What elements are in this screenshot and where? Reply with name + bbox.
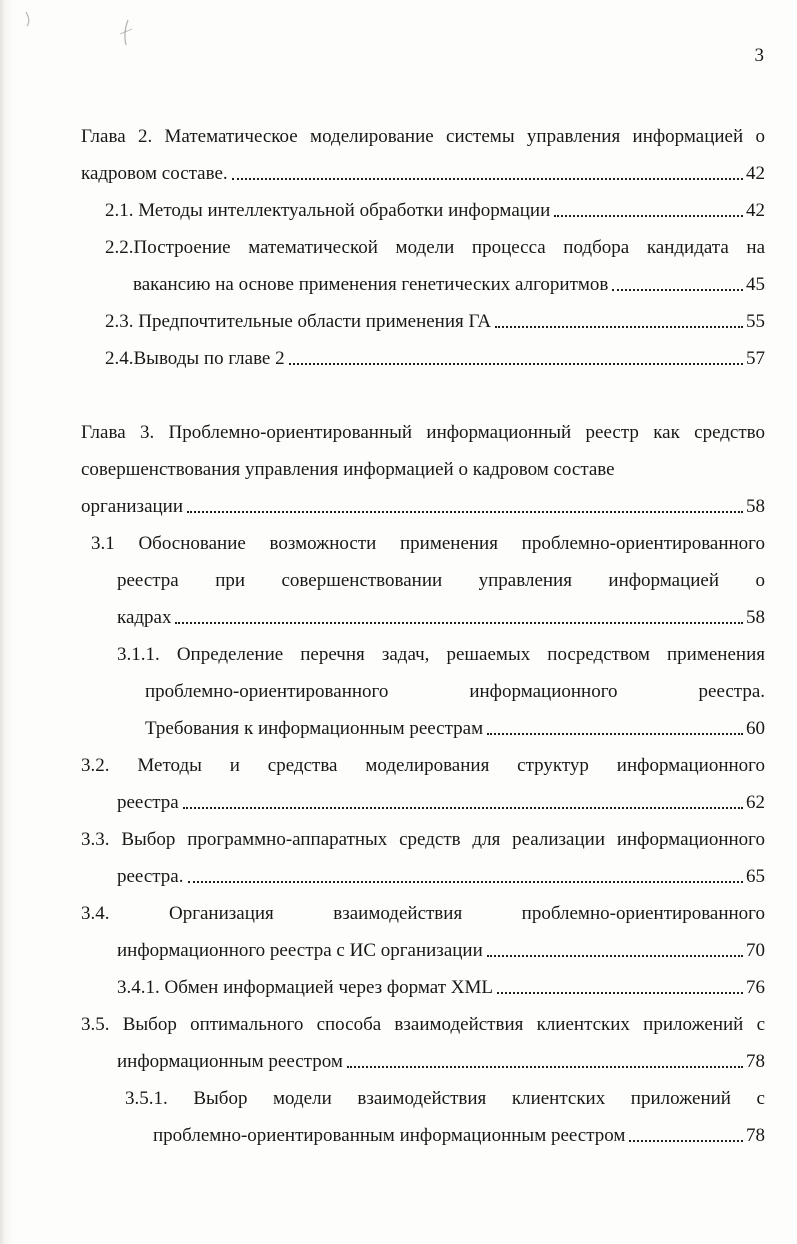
toc-entry-page: 62	[746, 792, 765, 813]
toc-entry-section-2-4	[81, 340, 765, 377]
dot-leader	[171, 599, 746, 636]
toc-line	[81, 599, 765, 636]
toc-entry-page: 42	[746, 163, 765, 184]
toc-line	[81, 1117, 765, 1154]
toc-entry-label: информационным реестром	[117, 1051, 343, 1072]
toc-entry-page: 42	[746, 200, 765, 221]
toc-entry-label: кадрах	[117, 607, 172, 628]
toc-entry-label: организации	[81, 496, 184, 517]
toc-entry-page: 70	[746, 940, 765, 961]
toc-entry-text: 2.2.Построение математической модели процесса подбора кандидата на	[105, 237, 765, 258]
toc-entry-chapter-3	[81, 414, 765, 525]
toc-entry-text: 3.2. Методы и средства моделирования структур информационного	[81, 755, 765, 776]
toc	[81, 118, 765, 1154]
toc-entry-section-3-1	[81, 525, 765, 636]
dot-leader	[343, 1043, 746, 1080]
toc-entry-label: вакансию на основе применения генетических алгоритмов	[133, 274, 609, 295]
dot-leader	[183, 488, 746, 525]
pencil-marks-icon	[16, 4, 136, 56]
toc-entry-page: 55	[746, 311, 765, 332]
toc-entry-text: проблемно-ориентированного информационного реестра.	[145, 681, 765, 702]
toc-entry-text: Глава 2. Математическое моделирование системы управления информацией о	[81, 126, 765, 147]
toc-line	[81, 303, 765, 340]
dot-leader	[493, 969, 746, 1006]
dot-leader	[228, 155, 746, 192]
toc-entry-page: 45	[746, 274, 765, 295]
toc-entry-text: 3.4. Организация взаимодействия проблемно-ориентированного	[81, 903, 765, 924]
toc-entry-label: реестра.	[117, 866, 184, 887]
toc-entry-section-2-3	[81, 303, 765, 340]
page-number: 3	[754, 45, 764, 66]
dot-leader	[285, 340, 746, 377]
toc-entry-text: совершенствования управления информацией о кадровом составе	[81, 459, 615, 480]
toc-entry-section-2-1	[81, 192, 765, 229]
toc-entry-page: 76	[746, 977, 765, 998]
dot-leader	[491, 303, 746, 340]
toc-entry-label: 2.4.Выводы по главе 2	[105, 348, 285, 369]
toc-line	[81, 858, 765, 895]
toc-entry-label: 3.4.1. Обмен информацией через формат XML	[117, 977, 493, 998]
toc-entry-section-3-4-1	[81, 969, 765, 1006]
toc-line	[81, 1043, 765, 1080]
dot-leader	[184, 858, 747, 895]
toc-entry-text: 3.5. Выбор оптимального способа взаимодействия клиентских приложений с	[81, 1014, 765, 1035]
toc-entry-page: 58	[746, 607, 765, 628]
toc-entry-text: 3.1.1. Определение перечня задач, решаемых посредством применения	[117, 644, 765, 665]
toc-line	[81, 488, 765, 525]
toc-entry-label: 2.3. Предпочтительные области применения ГА	[105, 311, 492, 332]
toc-entry-label: Требования к информационным реестрам	[145, 718, 484, 739]
toc-line	[81, 340, 765, 377]
toc-entry-page: 78	[746, 1125, 765, 1146]
dot-leader	[483, 710, 746, 747]
toc-entry-label: 2.1. Методы интеллектуальной обработки информации	[105, 200, 551, 221]
toc-line	[81, 266, 765, 303]
toc-entry-section-3-2	[81, 747, 765, 821]
toc-entry-text: реестра при совершенствовании управления информацией о	[117, 570, 765, 591]
toc-entry-page: 65	[746, 866, 765, 887]
toc-entry-chapter-2	[81, 118, 765, 192]
toc-entry-section-3-5	[81, 1006, 765, 1080]
toc-entry-page: 78	[746, 1051, 765, 1072]
dot-leader	[550, 192, 746, 229]
toc-entry-text: Глава 3. Проблемно-ориентированный информационный реестр как средство	[81, 422, 765, 443]
dot-leader	[179, 784, 746, 821]
toc-entry-label: проблемно-ориентированным информационным реестром	[153, 1125, 626, 1146]
toc-entry-section-2-2	[81, 229, 765, 303]
toc-entry-label: информационного реестра с ИС организации	[117, 940, 483, 961]
dot-leader	[625, 1117, 746, 1154]
toc-line	[81, 192, 765, 229]
dot-leader	[608, 266, 746, 303]
toc-entry-page: 60	[746, 718, 765, 739]
toc-line	[81, 932, 765, 969]
toc-entry-page: 57	[746, 348, 765, 369]
toc-entry-section-3-4	[81, 895, 765, 969]
toc-entry-text: 3.3. Выбор программно-аппаратных средств для реализации информационного	[81, 829, 765, 850]
toc-line	[81, 710, 765, 747]
toc-entry-label: реестра	[117, 792, 179, 813]
toc-entry-page: 58	[746, 496, 765, 517]
dot-leader	[483, 932, 746, 969]
toc-entry-text: 3.5.1. Выбор модели взаимодействия клиентских приложений с	[125, 1088, 765, 1109]
toc-line	[81, 155, 765, 192]
toc-entry-section-3-1-1	[81, 636, 765, 747]
toc-line	[81, 784, 765, 821]
toc-entry-section-3-5-1	[81, 1080, 765, 1154]
toc-entry-label: кадровом составе.	[81, 163, 228, 184]
toc-entry-section-3-3	[81, 821, 765, 895]
toc-entry-text: 3.1 Обоснование возможности применения проблемно-ориентированного	[91, 533, 765, 554]
toc-line	[81, 969, 765, 1006]
